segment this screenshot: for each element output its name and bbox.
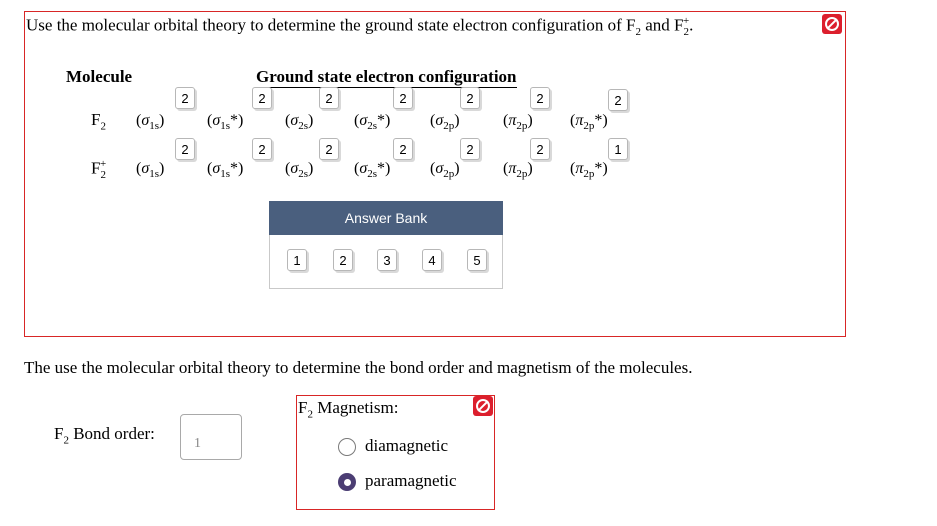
electron-count-chip[interactable]: 2 [530, 87, 550, 109]
electron-count-chip[interactable]: 1 [608, 138, 628, 160]
answer-chip[interactable]: 5 [467, 249, 487, 271]
paramagnetic-radio[interactable] [338, 473, 356, 491]
electron-count-chip[interactable]: 2 [252, 138, 272, 160]
stop-icon [473, 396, 493, 416]
paramagnetic-label[interactable]: paramagnetic [365, 471, 457, 490]
stop-icon [822, 14, 842, 34]
electron-count-chip[interactable]: 2 [175, 87, 195, 109]
bond-order-label: $F_2$ Bond order: [54, 424, 155, 447]
orbital-label: $(\sigma_{1s}*)$ [207, 160, 244, 181]
orbital-label: $(\pi_{2p}*)$ [570, 160, 608, 181]
electron-count-chip[interactable]: 2 [608, 89, 628, 111]
electron-count-chip[interactable]: 2 [319, 87, 339, 109]
answer-chip[interactable]: 1 [287, 249, 307, 271]
orbital-label: $(\pi_{2p})$ [503, 112, 533, 133]
orbital-label: $(\sigma_{2p})$ [430, 112, 460, 133]
answer-bank-title: Answer Bank [269, 201, 503, 235]
orbital-label: $(\sigma_{2s})$ [285, 112, 314, 133]
magnetism-label: $F_2$ Magnetism: [298, 398, 399, 421]
orbital-label: $(\sigma_{2s})$ [285, 160, 314, 181]
electron-count-chip[interactable]: 2 [393, 138, 413, 160]
electron-count-chip[interactable]: 2 [460, 138, 480, 160]
diamagnetic-label[interactable]: diamagnetic [365, 436, 449, 455]
orbital-label: $(\sigma_{1s})$ [136, 160, 165, 181]
answer-chip[interactable]: 4 [422, 249, 442, 271]
molecule-f2: $F_2$ [91, 110, 106, 133]
orbital-label: $(\sigma_{1s}*)$ [207, 112, 244, 133]
config-header: Ground state electron configuration [256, 67, 517, 86]
bond-order-input[interactable]: 1 [180, 414, 242, 460]
answer-chip[interactable]: 3 [377, 249, 397, 271]
orbital-label: $(\sigma_{2s}*)$ [354, 112, 391, 133]
diamagnetic-radio[interactable] [338, 438, 356, 456]
orbital-label: $(\sigma_{2s}*)$ [354, 160, 391, 181]
electron-count-chip[interactable]: 2 [460, 87, 480, 109]
electron-count-chip[interactable]: 2 [393, 87, 413, 109]
orbital-label: $(\pi_{2p}*)$ [570, 112, 608, 133]
molecule-header: Molecule [66, 67, 133, 86]
question-2-prompt: The use the molecular orbital theory to determine the bond order and magnetism of the molecules. [24, 358, 693, 377]
electron-count-chip[interactable]: 2 [252, 87, 272, 109]
orbital-label: $(\sigma_{1s})$ [136, 112, 165, 133]
molecule-f2-plus: $F_2^+$ [91, 158, 107, 182]
electron-count-chip[interactable]: 2 [175, 138, 195, 160]
electron-count-chip[interactable]: 2 [530, 138, 550, 160]
answer-chip[interactable]: 2 [333, 249, 353, 271]
orbital-label: $(\sigma_{2p})$ [430, 160, 460, 181]
orbital-label: $(\pi_{2p})$ [503, 160, 533, 181]
electron-count-chip[interactable]: 2 [319, 138, 339, 160]
question-1-prompt: Use the molecular orbital theory to determine the ground state electron configuration of $F_2$ and $F_2^+$. [26, 15, 694, 39]
